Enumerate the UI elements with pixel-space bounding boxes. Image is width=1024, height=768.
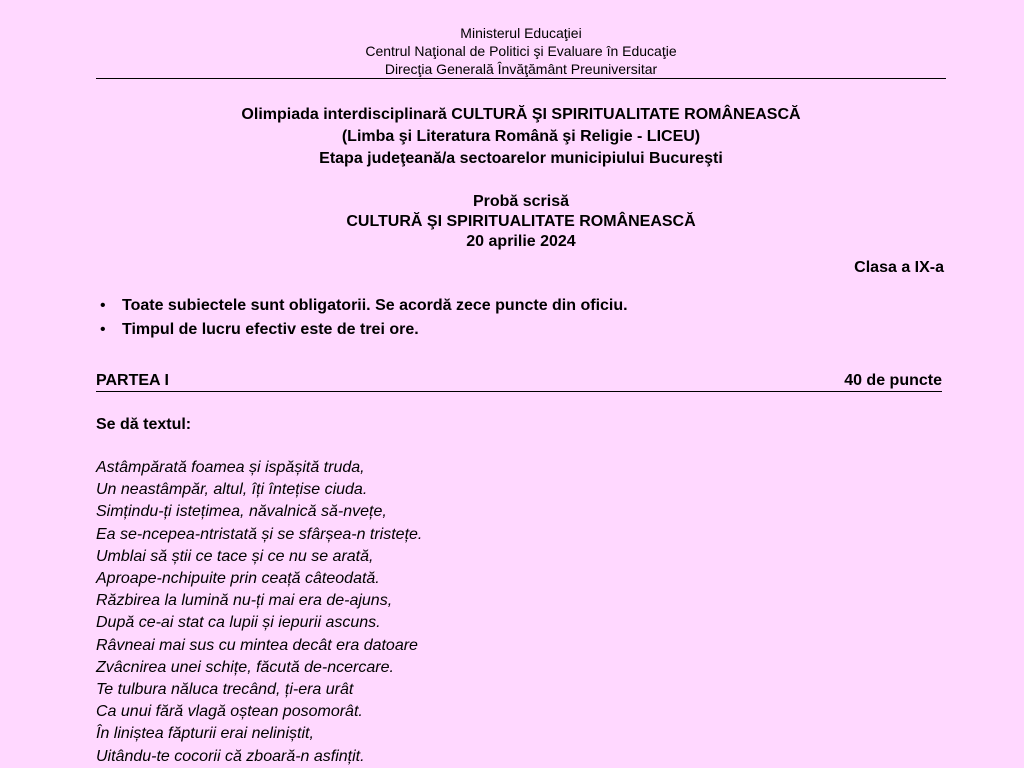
poem-line: Te tulbura năluca trecând, ți-era urât bbox=[96, 681, 354, 699]
part-title: PARTEA I bbox=[96, 372, 169, 389]
exam-subject: CULTURĂ ŞI SPIRITUALITATE ROMÂNEASCĂ bbox=[346, 213, 696, 230]
rule-text: Timpul de lucru efectiv este de trei ore. bbox=[122, 321, 419, 338]
poem-line: Umblai să știi ce tace și ce nu se arată, bbox=[96, 547, 374, 565]
poem-line: După ce-ai stat ca lupii și iepurii ascuns. bbox=[96, 614, 381, 632]
exam-info bbox=[96, 192, 946, 252]
bullet-icon: • bbox=[100, 321, 106, 338]
rule-item bbox=[96, 318, 946, 342]
part-points: 40 de puncte bbox=[844, 372, 942, 389]
poem-line: Ea se-ncepea-ntristată și se sfârșea-n tristețe. bbox=[96, 525, 423, 543]
rule-text: Toate subiectele sunt obligatorii. Se acordă zece puncte din oficiu. bbox=[122, 297, 628, 314]
olympiad-title-line-1: Olimpiada interdisciplinară CULTURĂ ŞI SPIRITUALITATE ROMÂNEASCĂ bbox=[241, 106, 801, 123]
poem-line: Un neastâmpăr, altul, îți întețise ciuda. bbox=[96, 481, 368, 499]
exam-type: Probă scrisă bbox=[472, 193, 570, 210]
poem-line: Aproape-nchipuite prin ceață câteodată. bbox=[96, 570, 380, 588]
rule-item bbox=[96, 294, 946, 318]
direction-name: Direcţia Generală Învăţământ Preuniversitar bbox=[384, 61, 658, 77]
poem-line: Zvâcnirea unei schițe, făcută de-ncercare. bbox=[96, 658, 394, 676]
document-header bbox=[96, 24, 946, 78]
rules-list bbox=[96, 294, 946, 342]
poem-text bbox=[96, 457, 946, 768]
header-divider bbox=[96, 78, 946, 79]
poem-line: Răzbirea la lumină nu-ți mai era de-ajuns, bbox=[96, 592, 393, 610]
exam-date: 20 aprilie 2024 bbox=[466, 233, 576, 250]
center-name: Centrul Naţional de Politici şi Evaluare în Educaţie bbox=[365, 43, 677, 59]
ministry-name: Ministerul Educaţiei bbox=[460, 25, 582, 41]
poem-line: Râvneai mai sus cu mintea decât era datoare bbox=[96, 636, 418, 654]
exam-class: Clasa a IX-a bbox=[854, 259, 944, 276]
bullet-icon: • bbox=[100, 297, 106, 314]
poem-line: În liniștea făpturii erai neliniștit, bbox=[96, 725, 314, 743]
poem-line: Simțindu-ți istețimea, năvalnică să-nvețe, bbox=[96, 503, 387, 521]
poem-line: Ca unui fără vlagă oștean posomorât. bbox=[96, 703, 363, 721]
part-heading bbox=[96, 371, 942, 392]
olympiad-title-line-2: (Limba şi Literatura Română şi Religie - LICEU) bbox=[341, 128, 701, 145]
poem-line: Astâmpărată foamea și ispășită truda, bbox=[96, 459, 365, 476]
olympiad-title-line-3: Etapa judeţeană/a sectoarelor municipiului Bucureşti bbox=[319, 150, 723, 167]
text-intro: Se dă textul: bbox=[96, 416, 192, 433]
olympiad-title bbox=[96, 104, 946, 170]
poem-line: Uitându-te cocorii că zboară-n asfințit. bbox=[96, 747, 365, 765]
